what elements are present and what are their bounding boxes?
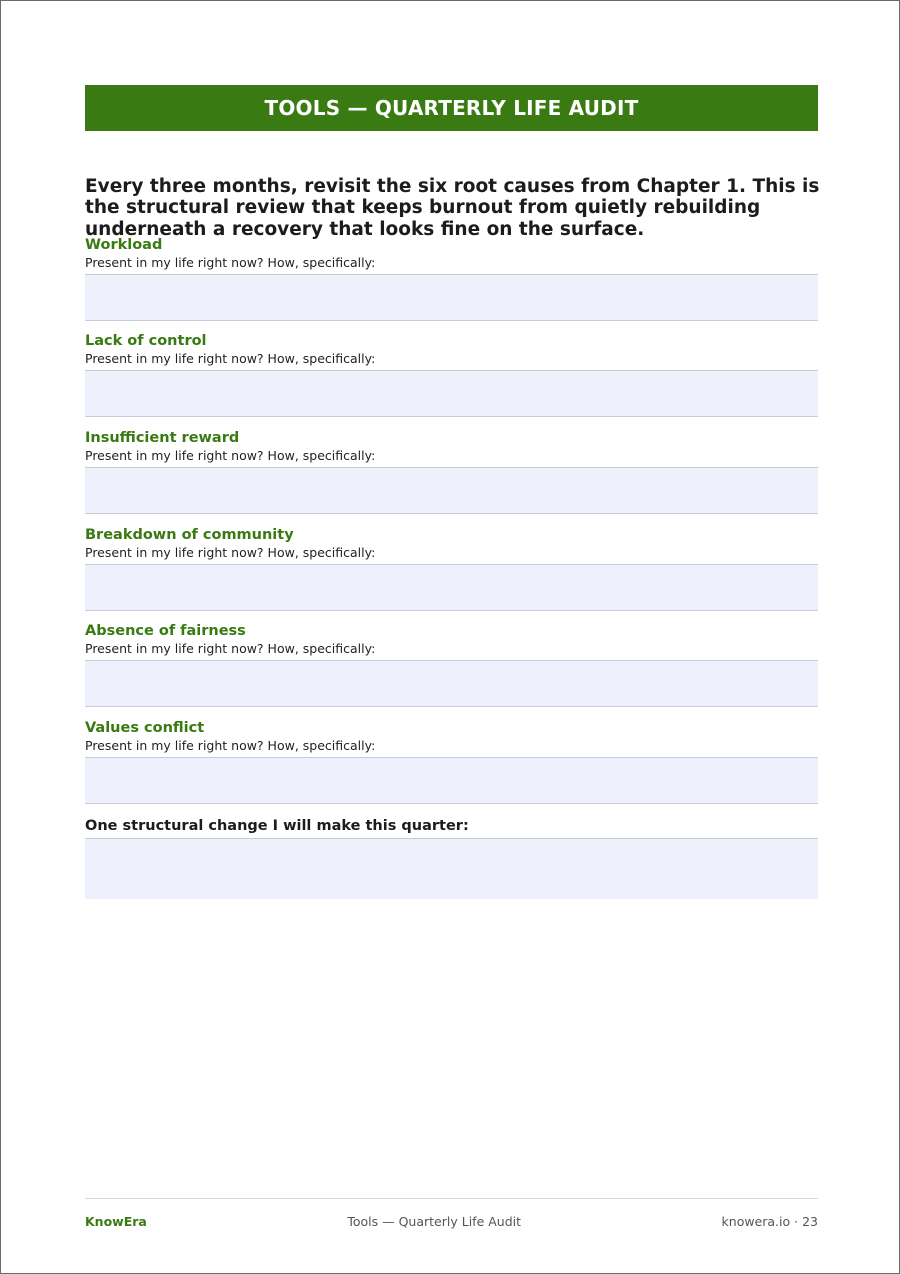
section-title: Workload [85,237,163,253]
answer-field[interactable] [85,564,818,611]
audit-section-lack-of-control [85,332,818,417]
page-banner [85,85,818,131]
audit-section-breakdown-of-community [85,526,818,611]
footer-section-title: Tools — Quarterly Life Audit [347,1213,522,1229]
structural-change-field[interactable] [85,838,818,899]
answer-field[interactable] [85,467,818,514]
answer-field[interactable] [85,660,818,707]
audit-section-absence-of-fairness [85,622,818,707]
structural-change-title: One structural change I will make this quarter: [85,818,469,834]
section-title: Insufficient reward [85,430,240,446]
answer-field[interactable] [85,757,818,804]
section-prompt: Present in my life right now? How, specifically: [85,448,376,463]
audit-section-insufficient-reward [85,429,818,514]
banner-title: TOOLS — QUARTERLY LIFE AUDIT [264,96,639,120]
section-prompt: Present in my life right now? How, specifically: [85,641,376,656]
section-title: Absence of fairness [85,623,246,639]
section-title: Breakdown of community [85,527,294,543]
audit-section-values-conflict [85,719,818,804]
audit-section-workload [85,236,818,321]
section-prompt: Present in my life right now? How, specifically: [85,351,376,366]
section-prompt: Present in my life right now? How, specifically: [85,255,376,270]
section-prompt: Present in my life right now? How, specifically: [85,738,376,753]
section-prompt: Present in my life right now? How, specifically: [85,545,376,560]
footer-brand: KnowEra [85,1213,147,1229]
section-title: Lack of control [85,333,207,349]
intro-paragraph: Every three months, revisit the six root causes from Chapter 1. This is the structural review that keeps burnout from quietly rebuilding underneath a recovery that looks fine on the surface. [85,175,820,240]
footer-page-info: knowera.io · 23 [721,1213,818,1229]
structural-change-section [85,817,818,899]
answer-field[interactable] [85,274,818,321]
section-title: Values conflict [85,720,205,736]
footer-divider [85,1198,818,1199]
page-footer [85,1212,818,1230]
answer-field[interactable] [85,370,818,417]
